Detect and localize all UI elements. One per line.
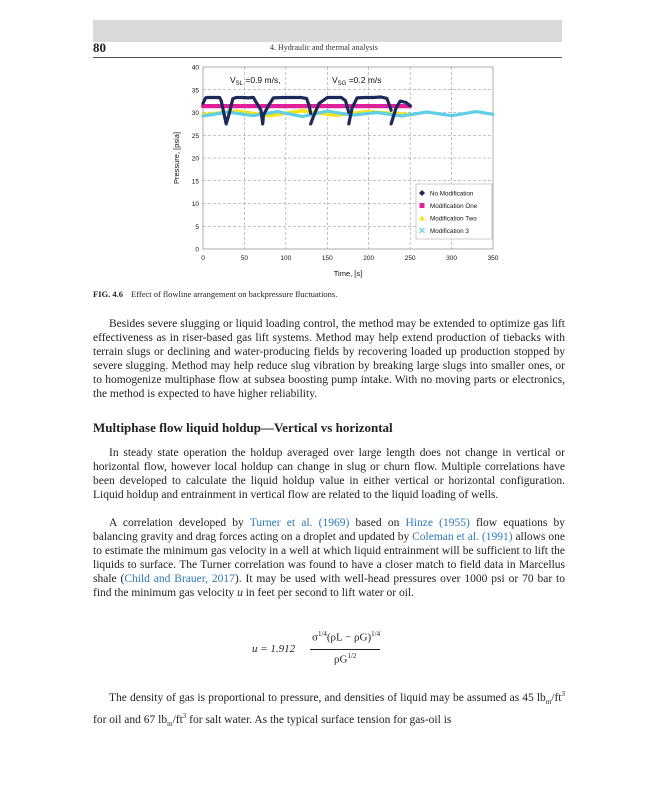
- y-tick-label: 10: [191, 201, 199, 208]
- y-tick-label: 5: [195, 223, 199, 231]
- annotation-vsg: [332, 75, 382, 87]
- x-tick-label: 50: [240, 255, 249, 262]
- exponent-quarter-1: 1/4: [317, 630, 327, 638]
- header-band: [93, 20, 562, 42]
- fraction-bar: [310, 649, 380, 650]
- chart-legend: [416, 184, 492, 239]
- legend-label: No Modification: [430, 190, 474, 198]
- x-tick-label: 0: [201, 255, 205, 262]
- figure-caption-text: Effect of flowline arrangement on backpressure fluctuations.: [131, 289, 338, 299]
- x-tick-label: 250: [404, 255, 416, 262]
- legend-label: Modification Two: [430, 215, 477, 223]
- section-title: Multiphase flow liquid holdup—Vertical vs horizontal: [93, 420, 393, 435]
- vsg-subscript: SG: [337, 81, 347, 87]
- variable-u: u: [237, 586, 243, 599]
- citation-turner[interactable]: Turner et al. (1969): [249, 517, 350, 529]
- y-tick-label: 20: [191, 155, 199, 163]
- x-tick-label: 350: [487, 255, 499, 262]
- legend-marker-square: [420, 203, 425, 208]
- y-tick-label: 40: [191, 64, 199, 72]
- x-tick-label: 100: [280, 255, 292, 262]
- chart-series: [203, 97, 493, 124]
- citation-child-brauer[interactable]: Child and Brauer, 2017: [124, 572, 235, 585]
- y-tick-label: 35: [191, 87, 199, 95]
- y-tick-label: 25: [191, 132, 199, 140]
- paragraph-4: The density of gas is proportional to pressure, and densities of liquid may be assumed as 45 $lb_m/ft^3$ for oil and 67 $lb_m/ft^3$ for salt water. As the typical surface tension for gas-oil is: [93, 690, 565, 729]
- exponent-quarter-2: 1/4: [371, 630, 381, 638]
- vsg-value: =0.2 m/s: [346, 75, 382, 85]
- legend-label: Modification 3: [430, 227, 469, 235]
- equation-numerator: $\sigma^{1/4}(\rho L - \rho G)^{1/4}$: [312, 630, 381, 644]
- legend-label: Modification One: [430, 202, 478, 210]
- x-tick-label: 300: [446, 255, 458, 262]
- x-axis-label: Time, [s]: [333, 269, 363, 278]
- y-tick-label: 0: [195, 246, 199, 254]
- running-head: 4. Hydraulic and thermal analysis: [270, 43, 378, 52]
- figure-label: FIG. 4.6: [93, 289, 123, 299]
- equation-lhs: u = 1.912: [252, 643, 296, 655]
- paragraph-3: A correlation developed by Turner et al. (1969) based on Hinze (1955) flow equations by balancing gravity and drag forces acting on a droplet and updated by Coleman et al. (1991) allows one to estimate the minimum gas velocity in a well at which liquid entrainment will be sufficient to lift the liquids to surface. The Turner correlation was found to have a closer match to field data in Marcellus shale (Child and Brauer, 2017). It may be used with well-head pressures over 1000 psi or 70 bar to find the minimum gas velocity u in feet per second to lift water or oil.: [93, 517, 565, 599]
- citation-coleman[interactable]: Coleman et al. (1991): [412, 530, 513, 543]
- y-tick-label: 15: [191, 178, 199, 186]
- y-tick-label: 30: [191, 110, 199, 117]
- paragraph-1: Besides severe slugging or liquid loading control, the method may be extended to optimize gas lift effectiveness as in riser-based gas lift systems. Method may help extend production of tiebacks with terrain slugs or declining and water-producing fields by recovering loaded up production stopped by severe slugging. Method may help reduce slug vibration by breaking large slugs into smaller ones, or to homogenize multiphase flow at subsea boosting pump intake. With no moving parts or electronics, the method is expected to have higher reliability.: [93, 318, 565, 400]
- x-tick-label: 150: [321, 255, 333, 262]
- y-axis-label: Pressure, [psia]: [172, 131, 181, 185]
- vsl-value: =0.9 m/s,: [243, 75, 281, 85]
- annotation-vsl: [230, 75, 281, 87]
- pressure-chart: [160, 62, 505, 282]
- vsg-symbol: V: [332, 75, 338, 85]
- equation-turner: [0, 628, 647, 680]
- equation-denominator: $\rho G^{1/2}$: [334, 652, 357, 666]
- header-rule: [93, 57, 562, 58]
- page-number: 80: [93, 40, 106, 55]
- x-tick-label: 200: [363, 255, 375, 262]
- citation-hinze[interactable]: Hinze (1955): [405, 517, 470, 529]
- figure-caption: [93, 289, 337, 299]
- vsl-subscript: SL: [235, 81, 244, 87]
- paragraph-2: In steady state operation the holdup averaged over large length does not change in vertical or horizontal flow, however local holdup can change in slug or churn flow. Multiple correlations have been developed to calculate the liquid holdup value in either vertical or horizontal configuration. Liquid holdup and entrainment in vertical flow are related to the liquid loading of wells.: [93, 447, 565, 501]
- exponent-half: 1/2: [347, 652, 357, 660]
- vsl-symbol: V: [230, 75, 236, 85]
